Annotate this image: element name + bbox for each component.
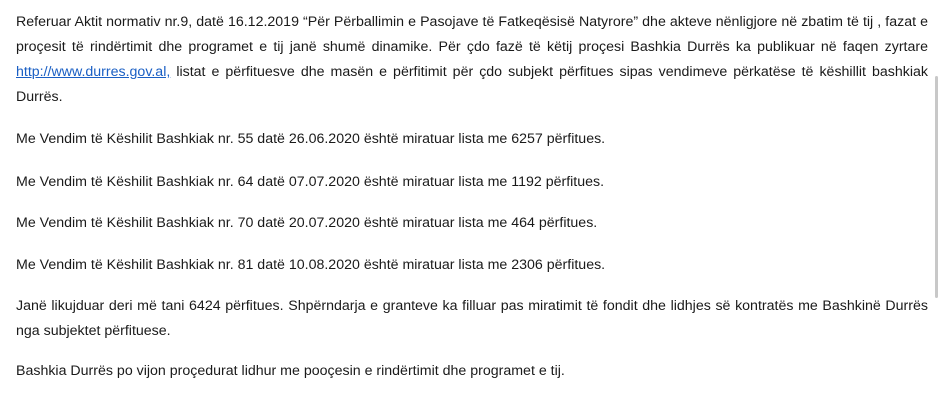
- decision-paragraph-81: Me Vendim të Këshilit Bashkiak nr. 81 datë 10.08.2020 është miratuar lista me 2306 përfitues.: [16, 257, 606, 273]
- intro-paragraph: [16, 10, 928, 110]
- durres-website-link[interactable]: http://www.durres.gov.al,: [16, 64, 171, 80]
- decision-paragraph-64: Me Vendim të Këshilit Bashkiak nr. 64 datë 07.07.2020 është miratuar lista me 1192 përfitues.: [16, 174, 605, 190]
- decision-paragraph-55: Me Vendim të Këshilit Bashkiak nr. 55 datë 26.06.2020 është miratuar lista me 6257 përfitues.: [16, 131, 606, 147]
- intro-text-continued: listat e përfituesve dhe masën e përfitimit për çdo subjekt përfitues sipas vendimeve përkatëse të këshillit bashkiak Durrës.: [16, 64, 928, 105]
- decision-paragraph-70: Me Vendim të Këshilit Bashkiak nr. 70 datë 20.07.2020 është miratuar lista me 464 përfitues.: [16, 215, 598, 231]
- vertical-scrollbar[interactable]: [935, 76, 938, 298]
- payments-paragraph: Janë likujduar deri më tani 6424 përfitues. Shpërndarja e granteve ka filluar pas miratimit të fondit dhe lidhjes së kontratës me Bashkinë Durrës nga subjektet përfituese.: [16, 298, 928, 339]
- intro-text: Referuar Aktit normativ nr.9, datë 16.12.2019 “Për Përballimin e Pasojave të Fatkeqësisë Natyrore” dhe akteve nënligjore në zbatim të tij , fazat e proçesit të rindërtimit dhe programet e tij janë shumë dinamike. Për çdo fazë të këtij proçesi Bashkia Durrës ka publikuar në faqen zyrtare: [16, 14, 928, 55]
- closing-paragraph: Bashkia Durrës po vijon proçedurat lidhur me pooçesin e rindërtimit dhe programet e tij.: [16, 363, 565, 379]
